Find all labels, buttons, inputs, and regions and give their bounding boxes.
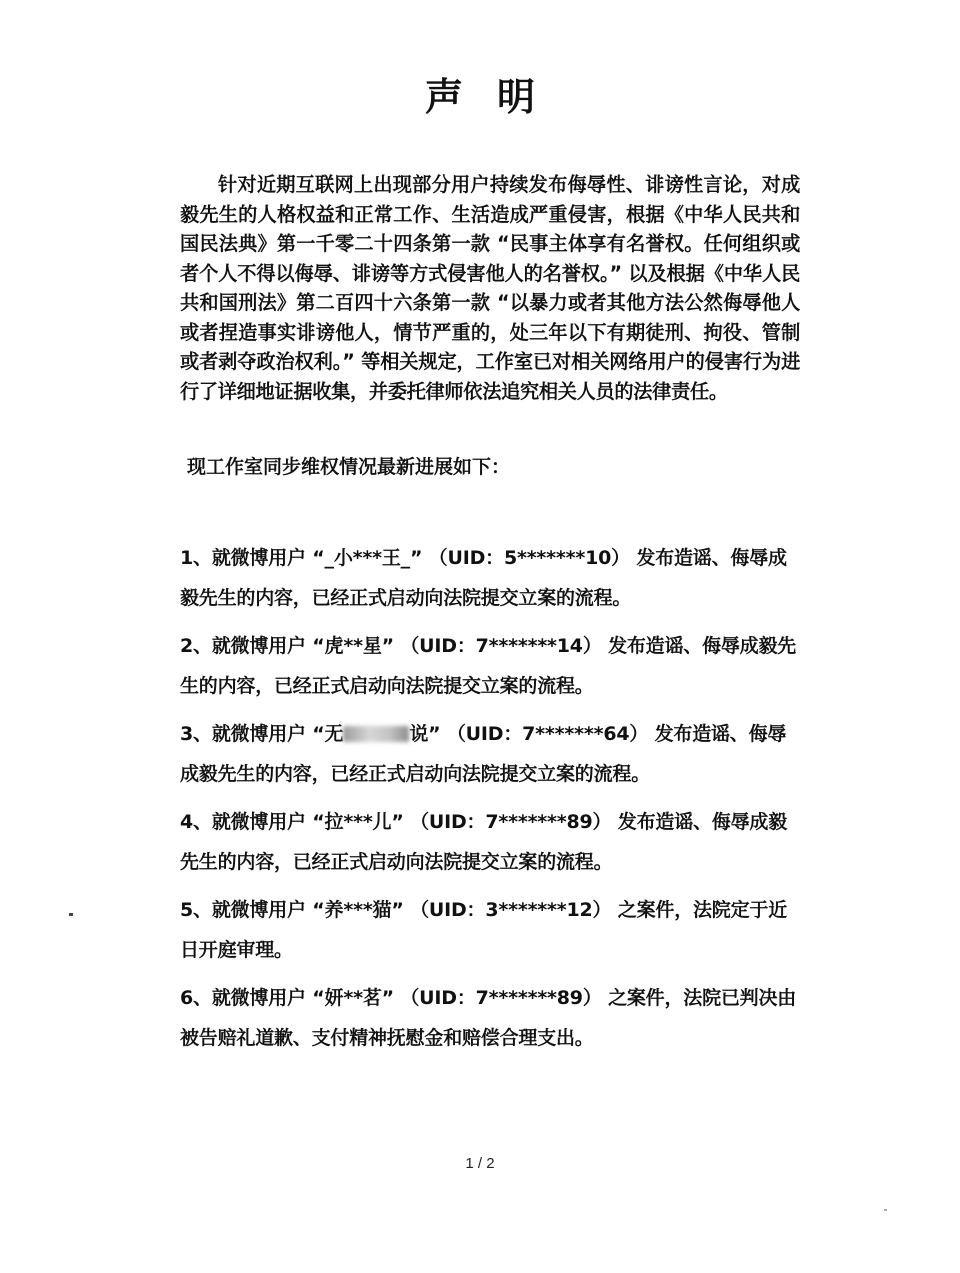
item-number: 1 xyxy=(180,547,194,569)
item-prefix: 、就微博用户 xyxy=(193,547,306,569)
item-uid: （UID：3*******12） xyxy=(410,899,612,921)
item-prefix: 、就微博用户 xyxy=(193,987,306,1009)
item-prefix: 、就微博用户 xyxy=(193,635,306,657)
progress-item-5 xyxy=(180,890,800,970)
item-text: 发布造谣、侮辱成毅先生的内容，已经正式启动向法院提交立案的流程。 xyxy=(180,723,787,785)
scan-speck xyxy=(884,1209,887,1211)
progress-item-1 xyxy=(180,538,800,618)
item-uid: （UID：5*******10） xyxy=(428,547,630,569)
progress-heading: 现工作室同步维权情况最新进展如下： xyxy=(187,456,511,478)
item-prefix: 、就微博用户 xyxy=(193,811,306,833)
item-username-end: 说” xyxy=(409,723,441,745)
item-number: 4 xyxy=(180,811,194,833)
progress-item-3 xyxy=(180,714,800,794)
item-text: 之案件，法院定于近日开庭审理。 xyxy=(180,899,787,961)
item-number: 3 xyxy=(180,723,194,745)
item-username: “拉***儿” xyxy=(312,811,404,833)
item-text: 发布造谣、侮辱成毅先生的内容，已经正式启动向法院提交立案的流程。 xyxy=(180,811,787,873)
item-username: “养***猫” xyxy=(312,899,404,921)
page-number: 1 / 2 xyxy=(465,1155,495,1172)
scan-speck xyxy=(69,913,73,916)
document-title: 声明 xyxy=(424,74,569,119)
intro-paragraph: 针对近期互联网上出现部分用户持续发布侮辱性、诽谤性言论，对成毅先生的人格权益和正常工作、生活造成严重侵害，根据《中华人民共和国民法典》第一千零二十四条第一款 “民事主体享有名誉权。任何组织或者个人不得以侮辱、诽谤等方式侵害他人的名誉权。” 以及根据《中华人民共和国刑法》第二百四十六条第一款 “以暴力或者其他方法公然侮辱他人或者捏造事实诽谤他人，情节严重的，处三年以下有期徒刑、拘役、管制或者剥夺政治权利。” 等相关规定，工作室已对相关网络用户的侵害行为进行了详细地证据收集，并委托律师依法追究相关人员的法律责任。 xyxy=(180,173,800,403)
item-number: 2 xyxy=(180,635,194,657)
progress-item-2 xyxy=(180,626,800,706)
item-username: “_小***王_” xyxy=(312,547,423,569)
item-uid: （UID：7*******89） xyxy=(410,811,612,833)
progress-item-4 xyxy=(180,802,800,882)
item-uid: （UID：7*******64） xyxy=(446,723,649,745)
blurred-username-redaction xyxy=(343,726,409,742)
item-number: 6 xyxy=(180,987,194,1009)
item-text: 发布造谣、侮辱成毅先生的内容，已经正式启动向法院提交立案的流程。 xyxy=(180,635,797,697)
item-prefix: 、就微博用户 xyxy=(193,723,306,745)
item-text: 之案件，法院已判决由被告赔礼道歉、支付精神抚慰金和赔偿合理支出。 xyxy=(180,987,797,1049)
item-username: “虎**星” xyxy=(312,635,394,657)
item-username-start: “无 xyxy=(312,723,344,745)
item-uid: （UID：7*******89） xyxy=(400,987,602,1009)
item-prefix: 、就微博用户 xyxy=(193,899,306,921)
progress-list xyxy=(180,538,800,1066)
item-number: 5 xyxy=(180,899,194,921)
item-uid: （UID：7*******14） xyxy=(400,635,602,657)
progress-item-6 xyxy=(180,978,800,1058)
item-username: “妍**茗” xyxy=(312,987,394,1009)
item-text: 发布造谣、侮辱成毅先生的内容，已经正式启动向法院提交立案的流程。 xyxy=(180,547,787,609)
